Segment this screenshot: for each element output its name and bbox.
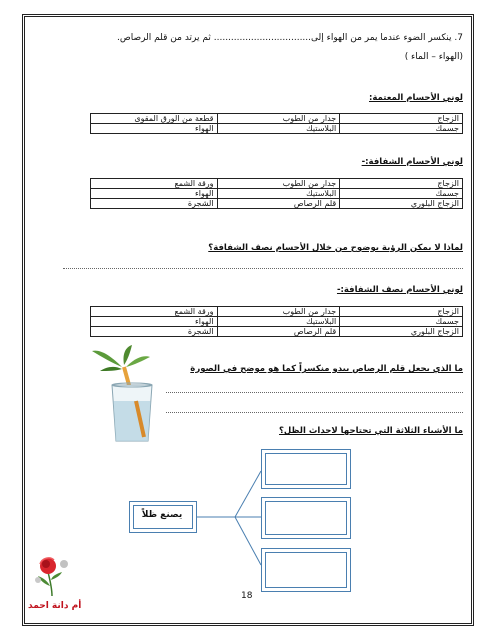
transparent-heading: لوني الأجسام الشفافة:- [361,157,463,167]
table-cell[interactable]: الشجرة [91,199,218,209]
opaque-table [90,113,463,134]
table-row [91,124,463,134]
table-cell[interactable]: قطعة من الورق المقوى [91,114,218,124]
makes-shadow-label: يصنع ظلاً [141,510,183,520]
table-cell[interactable]: قلم الرصاص [217,199,340,209]
table-cell[interactable]: البلاستيك [217,189,340,199]
answer-box-bottom-inner[interactable] [265,552,347,588]
shadow-diagram-connectors [195,465,265,575]
pencil-in-glass-illustration [88,345,178,445]
table-cell[interactable]: جسمك [340,124,463,134]
translucent-heading: لوني الأجسام نصف الشفافة:- [336,285,463,295]
table-row [91,307,463,317]
table-cell[interactable]: جدار من الطوب [217,114,340,124]
leaf-icon [123,345,132,365]
table-cell[interactable]: الهواء [91,189,218,199]
table-cell[interactable]: الهواء [91,124,218,134]
page-number: 18 [241,591,253,601]
answer-box-middle-inner[interactable] [265,501,347,535]
answer-line[interactable] [166,392,463,393]
table-cell[interactable]: جسمك [340,189,463,199]
table-cell[interactable]: الزجاج [340,179,463,189]
opaque-heading: لوني الأجسام المعتمة: [369,93,463,103]
leaf-icon [92,351,122,367]
table-cell[interactable]: الزجاج البلوري [340,327,463,337]
table-cell[interactable]: ورقة الشمع [91,307,218,317]
rose-icon [30,550,76,598]
question-7: 7. ينكسر الضوء عندما يمر من الهواء إلى.................................. ثم يرتد من قلم الرصاص. [116,33,463,43]
answer-line[interactable] [63,268,463,269]
table-cell[interactable]: قلم الرصاص [217,327,340,337]
table-cell[interactable]: جدار من الطوب [217,307,340,317]
question-pencil: ما الذي يجعل قلم الرصاص يبدو منكسراً كما هو موضح في الصورة [190,364,463,374]
table-cell[interactable]: الزجاج [340,307,463,317]
table-cell[interactable]: ورقة الشمع [91,179,218,189]
table-row [91,199,463,209]
table-row [91,317,463,327]
table-cell[interactable]: جسمك [340,317,463,327]
author-logo: أم دانة احمد [28,601,82,611]
table-cell[interactable]: البلاستيك [217,124,340,134]
table-row [91,179,463,189]
leaf-icon [100,367,122,371]
translucent-table [90,306,463,337]
question-shadow: ما الأشياء الثلاثة التي تحتاجها لاحداث الظل؟ [279,426,463,436]
table-row [91,189,463,199]
table-cell[interactable]: البلاستيك [217,317,340,327]
table-cell[interactable]: الزجاج [340,114,463,124]
answer-line[interactable] [166,412,463,413]
answer-box-top-inner[interactable] [265,453,347,485]
question-vision: لماذا لا يمكن الرؤية بوضوح من خلال الأجسام نصف الشفافة؟ [208,243,463,253]
table-cell[interactable]: جدار من الطوب [217,179,340,189]
question-7-hint: (الهواء – الماء ) [404,52,463,62]
leaf-icon [126,356,150,367]
table-cell[interactable]: الزجاج البلوري [340,199,463,209]
table-cell[interactable]: الشجرة [91,327,218,337]
table-row [91,114,463,124]
transparent-table [90,178,463,209]
table-cell[interactable]: الهواء [91,317,218,327]
table-row [91,327,463,337]
